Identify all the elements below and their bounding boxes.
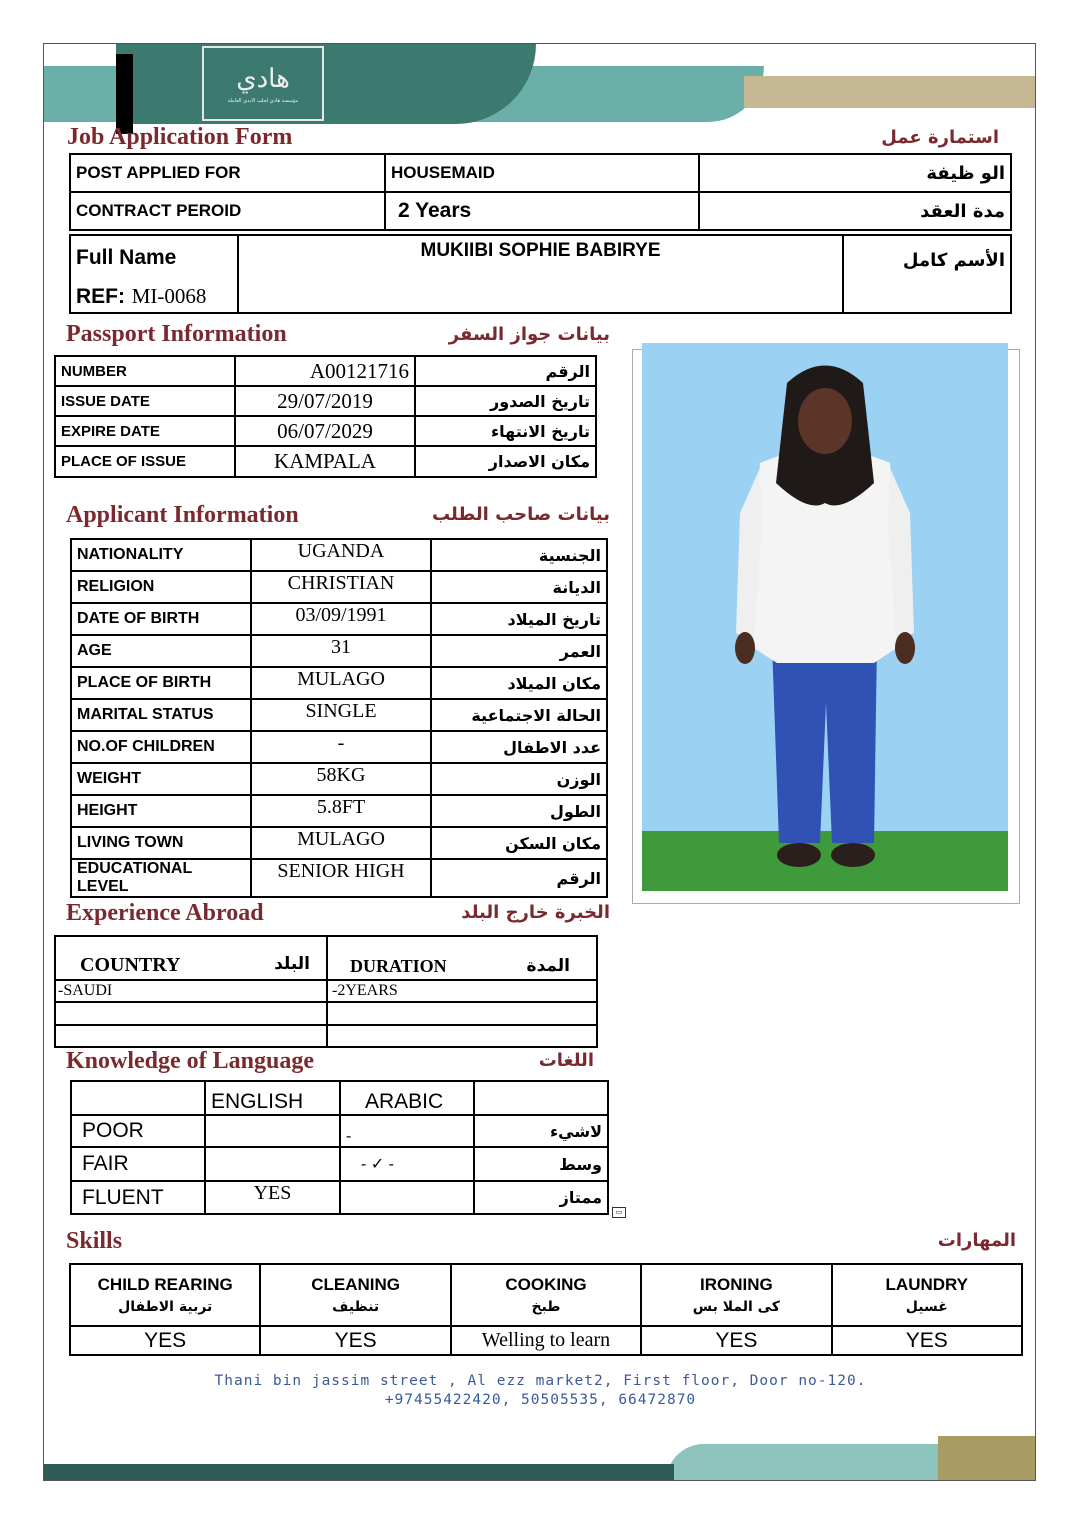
table-row: [71, 539, 607, 571]
table-row: [55, 1025, 597, 1047]
table-row: [55, 980, 597, 1002]
country-header: [55, 936, 327, 980]
language-section-title-ar: اللغات: [538, 1050, 594, 1071]
table-row: [71, 635, 607, 667]
passport-issue-date-label: ISSUE DATE: [55, 386, 235, 416]
table-handle-icon: ▭: [612, 1207, 626, 1218]
applicant-field-label-ar: مكان الميلاد: [431, 667, 607, 699]
applicant-field-value: -: [251, 731, 431, 763]
table-row: [71, 1181, 608, 1214]
skill-value: YES: [832, 1326, 1022, 1355]
post-label: POST APPLIED FOR: [70, 154, 385, 192]
skill-label: CHILD REARING: [97, 1275, 233, 1294]
empty-cell: [55, 1002, 327, 1025]
logo-subtitle: مؤسسة هادي لجلب الايدي العاملة: [227, 97, 299, 104]
experience-duration-cell: -2YEARS: [327, 980, 597, 1002]
passport-issue-date-ar: تاريخ الصدور: [415, 386, 596, 416]
poor-arabic-cell: -: [340, 1115, 474, 1147]
table-row: [71, 827, 607, 859]
table-row: [71, 571, 607, 603]
post-value: HOUSEMAID: [385, 154, 699, 192]
applicant-field-label-ar: العمر: [431, 635, 607, 667]
skill-label-ar: كى الملا بس: [692, 1299, 780, 1315]
table-row: [71, 795, 607, 827]
ref-value: MI-0068: [131, 284, 207, 308]
applicant-field-label: EDUCATIONAL LEVEL: [71, 859, 251, 897]
country-header-label: COUNTRY: [80, 954, 181, 976]
table-row: [71, 603, 607, 635]
passport-number-value: A00121716: [235, 356, 415, 386]
applicant-field-value: CHRISTIAN: [251, 571, 431, 603]
table-row: [71, 667, 607, 699]
table-row: [71, 1115, 608, 1147]
empty-cell: [71, 1081, 205, 1115]
applicant-field-label: NO.OF CHILDREN: [71, 731, 251, 763]
applicant-field-value: MULAGO: [251, 827, 431, 859]
skill-label: LAUNDRY: [885, 1275, 969, 1294]
applicant-photo-illustration: [642, 343, 1008, 891]
skill-value: YES: [641, 1326, 831, 1355]
skill-label: IRONING: [700, 1275, 773, 1294]
logo-mark: هادي: [236, 63, 290, 94]
ref-line: [76, 284, 232, 309]
passport-table: [54, 355, 597, 478]
skill-label-ar: تنظيف: [332, 1299, 380, 1315]
fair-label: FAIR: [71, 1147, 205, 1181]
fair-english-cell: [205, 1147, 340, 1181]
applicant-field-value: UGANDA: [251, 539, 431, 571]
contract-label: CONTRACT PEROID: [70, 192, 385, 230]
passport-place-value: KAMPALA: [235, 446, 415, 477]
footer-dark-band: [44, 1464, 674, 1481]
english-col-header: ENGLISH: [205, 1081, 340, 1115]
fair-arabic-cell: - ✓ -: [340, 1147, 474, 1181]
skill-value: Welling to learn: [451, 1326, 641, 1355]
language-section-title: Knowledge of Language: [66, 1048, 315, 1074]
empty-cell: [55, 1025, 327, 1047]
country-header-ar: البلد: [274, 954, 310, 974]
passport-number-ar: الرقم: [415, 356, 596, 386]
skill-label-ar: طبخ: [531, 1299, 561, 1315]
poor-english-cell: [205, 1115, 340, 1147]
table-row: [55, 356, 596, 386]
applicant-table: [70, 538, 608, 898]
company-logo: [202, 46, 324, 121]
applicant-field-label-ar: تاريخ الميلاد: [431, 603, 607, 635]
passport-place-ar: مكان الاصدار: [415, 446, 596, 477]
applicant-field-label: MARITAL STATUS: [71, 699, 251, 731]
language-header-row: [71, 1081, 608, 1115]
applicant-field-label: HEIGHT: [71, 795, 251, 827]
footer-khaki-band: [938, 1436, 1036, 1481]
name-table: [69, 234, 1012, 314]
applicant-field-value: 03/09/1991: [251, 603, 431, 635]
skill-value: YES: [260, 1326, 450, 1355]
skills-section-title: Skills: [66, 1228, 123, 1254]
experience-section-title-ar: الخبرة خارج البلد: [461, 902, 610, 923]
form-title-ar: استمارة عمل: [881, 127, 999, 148]
experience-header-row: [55, 936, 597, 980]
ref-label: REF:: [76, 285, 125, 308]
applicant-field-value: 58KG: [251, 763, 431, 795]
footer-address: Thani bin jassim street , Al ezz market2, First floor, Door no-120.: [214, 1373, 867, 1389]
fluent-english-cell: YES: [205, 1181, 340, 1214]
passport-place-label: PLACE OF ISSUE: [55, 446, 235, 477]
full-name-ar: الأسم كامل: [843, 235, 1011, 313]
skill-value: YES: [70, 1326, 260, 1355]
arabic-col-header: ARABIC: [340, 1081, 474, 1115]
name-label-cell: [70, 235, 238, 313]
skill-label: CLEANING: [311, 1275, 400, 1294]
applicant-field-value: SINGLE: [251, 699, 431, 731]
duration-header-ar: المدة: [526, 956, 570, 976]
applicant-field-value: MULAGO: [251, 667, 431, 699]
applicant-field-label-ar: الجنسية: [431, 539, 607, 571]
table-row: [71, 699, 607, 731]
applicant-field-label-ar: الطول: [431, 795, 607, 827]
passport-expire-date-ar: تاريخ الانتهاء: [415, 416, 596, 446]
applicant-field-label: PLACE OF BIRTH: [71, 667, 251, 699]
applicant-field-label: DATE OF BIRTH: [71, 603, 251, 635]
skill-header-cell: [70, 1264, 260, 1326]
applicant-table-body: [71, 539, 607, 897]
applicant-field-label: LIVING TOWN: [71, 827, 251, 859]
empty-cell: [327, 1002, 597, 1025]
table-row: [55, 1002, 597, 1025]
applicant-field-label: NATIONALITY: [71, 539, 251, 571]
skill-label: COOKING: [505, 1275, 587, 1294]
applicant-section-title-ar: بيانات صاحب الطلب: [431, 504, 610, 525]
applicant-field-label: RELIGION: [71, 571, 251, 603]
fluent-arabic-cell: [340, 1181, 474, 1214]
applicant-field-label-ar: عدد الاطفال: [431, 731, 607, 763]
experience-table: [54, 935, 598, 1048]
full-name-value: MUKIIBI SOPHIE BABIRYE: [238, 235, 843, 313]
duration-header-label: DURATION: [350, 956, 447, 976]
skill-header-cell: [451, 1264, 641, 1326]
skill-header-cell: [641, 1264, 831, 1326]
poor-label-ar: لاشيء: [474, 1115, 608, 1147]
table-row: [55, 446, 596, 477]
full-name-label: Full Name: [76, 246, 177, 269]
table-row: [55, 386, 596, 416]
post-label-ar: الو ظيفة: [699, 154, 1011, 192]
applicant-section-title: Applicant Information: [66, 502, 299, 528]
experience-section-title: Experience Abroad: [66, 900, 264, 926]
skill-header-cell: [260, 1264, 450, 1326]
fair-label-ar: وسط: [474, 1147, 608, 1181]
passport-section-title: Passport Information: [66, 321, 287, 347]
applicant-field-label: WEIGHT: [71, 763, 251, 795]
skills-header-row: [70, 1264, 1022, 1326]
skill-label-ar: تربية الاطفال: [118, 1299, 213, 1315]
contract-value: 2 Years: [385, 192, 699, 230]
applicant-field-label-ar: الوزن: [431, 763, 607, 795]
header-dark-band: [116, 44, 536, 124]
applicant-field-value: SENIOR HIGH: [251, 859, 431, 897]
poor-label: POOR: [71, 1115, 205, 1147]
empty-cell: [327, 1025, 597, 1047]
header-khaki-band: [744, 76, 1036, 108]
applicant-field-value: 5.8FT: [251, 795, 431, 827]
passport-section-title-ar: بيانات جواز السفر: [448, 324, 610, 345]
post-table: [69, 153, 1012, 231]
applicant-photo: [642, 343, 1008, 891]
footer-phones: +97455422420, 50505535, 66472870: [384, 1392, 697, 1408]
table-row: [71, 1147, 608, 1181]
table-row: [71, 763, 607, 795]
applicant-field-label-ar: الرقم: [431, 859, 607, 897]
table-row: [55, 416, 596, 446]
experience-country-cell: -SAUDI: [55, 980, 327, 1002]
skills-section-title-ar: المهارات: [937, 1230, 1016, 1251]
passport-expire-date-value: 06/07/2029: [235, 416, 415, 446]
fluent-label-ar: ممتاز: [474, 1181, 608, 1214]
applicant-field-label-ar: الديانة: [431, 571, 607, 603]
footer-teal-band: [666, 1444, 946, 1481]
passport-expire-date-label: EXPIRE DATE: [55, 416, 235, 446]
applicant-field-label-ar: الحالة الاجتماعية: [431, 699, 607, 731]
duration-header: [327, 936, 597, 980]
table-row: [71, 859, 607, 897]
form-title: Job Application Form: [67, 124, 293, 150]
application-page: [43, 43, 1036, 1481]
applicant-field-value: 31: [251, 635, 431, 667]
applicant-field-label: AGE: [71, 635, 251, 667]
passport-number-label: NUMBER: [55, 356, 235, 386]
skill-label-ar: غسيل: [905, 1299, 948, 1315]
language-table: [70, 1080, 609, 1215]
empty-cell: [474, 1081, 608, 1115]
skills-table: [69, 1263, 1023, 1356]
table-row: [71, 731, 607, 763]
passport-issue-date-value: 29/07/2019: [235, 386, 415, 416]
skill-header-cell: [832, 1264, 1022, 1326]
skills-values-row: [70, 1326, 1022, 1355]
applicant-field-label-ar: مكان السكن: [431, 827, 607, 859]
header-black-bar: [116, 54, 133, 134]
contract-label-ar: مدة العقد: [699, 192, 1011, 230]
fluent-label: FLUENT: [71, 1181, 205, 1214]
